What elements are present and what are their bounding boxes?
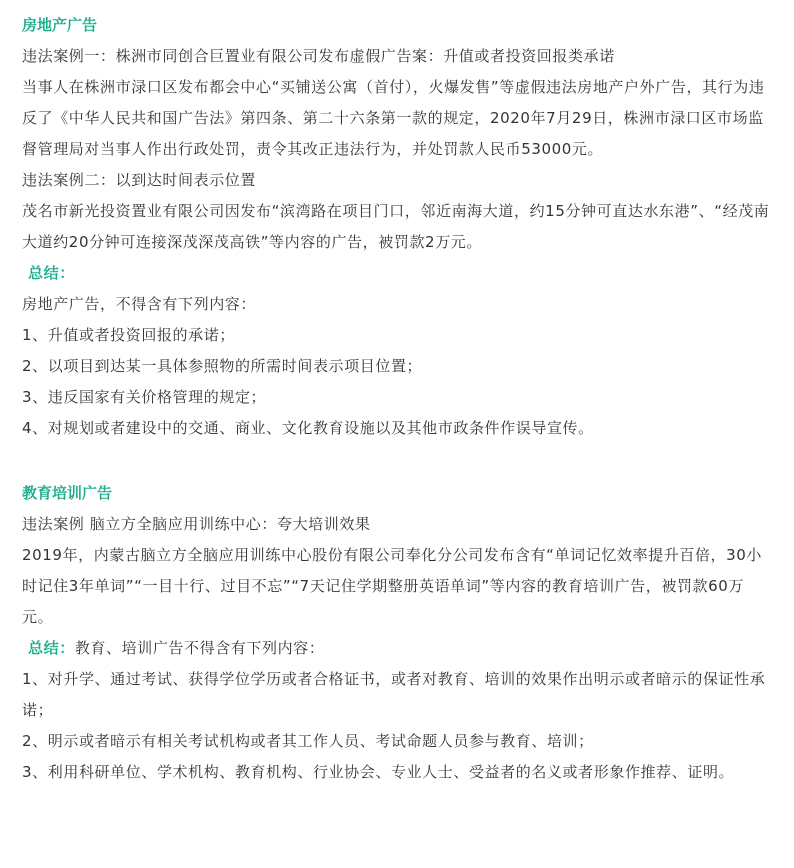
case2-title: 违法案例二：以到达时间表示位置 [22,171,257,189]
summary-intro: 房地产广告，不得含有下列内容： [22,295,257,313]
list-item: 2、以项目到达某一具体参照物的所需时间表示项目位置； [22,357,423,375]
list-item: 1、升值或者投资回报的承诺； [22,326,235,344]
list-item: 4、对规划或者建设中的交通、商业、文化教育设施以及其他市政条件作误导宣传。 [22,419,594,437]
section-title-real-estate: 房地产广告 [22,16,98,34]
edu-summary-intro: 教育、培训广告不得含有下列内容： [74,639,325,657]
summary-row [22,258,772,289]
summary-label: 总结： [28,639,75,657]
edu-case-title: 违法案例 脑立方全脑应用训练中心：夸大培训效果 [22,515,371,533]
section-title-education: 教育培训广告 [22,484,113,502]
section-spacer [22,444,772,478]
case1-title: 违法案例一：株洲市同创合巨置业有限公司发布虚假广告案：升值或者投资回报类承诺 [22,47,615,65]
edu-summary-row [22,633,772,664]
list-item: 2、明示或者暗示有相关考试机构或者其工作人员、考试命题人员参与教育、培训； [22,732,594,750]
list-item: 3、违反国家有关价格管理的规定； [22,388,267,406]
edu-case-body: 2019年，内蒙古脑立方全脑应用训练中心股份有限公司奉化分公司发布含有“单词记忆效率提升百倍，30小时记住3年单词”“一目十行、过目不忘”“7天记住学期整册英语单词”等内容的教育培训广告，被罚款60万元。 [22,546,763,626]
case2-body: 茂名市新光投资置业有限公司因发布“滨湾路在项目门口，邻近南海大道，约15分钟可直达水东港”、“经茂南大道约20分钟可连接深茂深茂高铁”等内容的广告，被罚款2万元。 [22,202,770,251]
case1-body: 当事人在株洲市渌口区发布都会中心“买铺送公寓（首付），火爆发售”等虚假违法房地产户外广告，其行为违反了《中华人民共和国广告法》第四条、第二十六条第一款的规定，2020年7月29日，株洲市渌口区市场监督管理局对当事人作出行政处罚，责令其改正违法行为，并处罚款人民币53000元。 [22,78,765,158]
summary-label: 总结： [28,264,75,282]
list-item: 3、利用科研单位、学术机构、教育机构、行业协会、专业人士、受益者的名义或者形象作推荐、证明。 [22,763,735,781]
list-item: 1、对升学、通过考试、获得学位学历或者合格证书，或者对教育、培训的效果作出明示或者暗示的保证性承诺； [22,670,766,719]
